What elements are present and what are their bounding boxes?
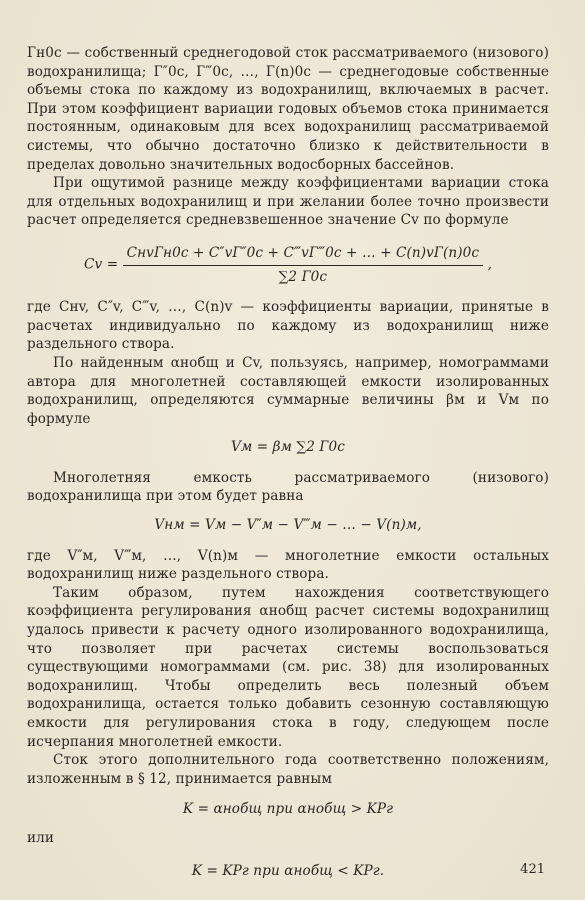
formula-cv: Cv = $\frac{\text{CнvГн0с + C″vГ″0с + C‴vГ‴0с + … + C(n)vГ(n)0с}}{\sum 2 Г0с}$ , bbox=[84, 244, 492, 285]
formula-vmn: Vнм = Vм − V″м − V‴м − … − V(n)м, bbox=[154, 517, 422, 534]
paragraph-6: где V″м, V‴м, …, V(n)м — многолетние емкости остальных водохранилищ ниже раздельного створа. bbox=[27, 547, 549, 583]
paragraph-2: При ощутимой разнице между коэффициентами вариации стока для отдельных водохранилищ и при желании более точно произвести расчет определяется средневзвешенное значение Cv по формуле bbox=[27, 175, 549, 229]
formula-cv-fraction bbox=[123, 244, 484, 286]
paragraph-7: Таким образом, путем нахождения соответствующего коэффициента регулирования αнобщ расчет системы водохранилищ удалось привести к расчету одного изолированного водохранилища, что позволяет при расчетах системы воспользоваться существующими номограммами (см. рис. 38) для изолированных водохранилищ. Чтобы определить весь полезный объем водохранилища, остается только добавить сезонную составляющую емкости для регулирования стока в году, следующем после исчерпания многолетней емкости. bbox=[27, 584, 549, 750]
page-body bbox=[27, 44, 549, 894]
formula-vm: Vм = βм ∑2 Г0с bbox=[231, 439, 345, 456]
page-number: 421 bbox=[520, 862, 545, 877]
formula-cv-denominator: ∑2 Г0с bbox=[278, 268, 328, 285]
formula-k1: K = αнобщ при αнобщ > KPг bbox=[182, 801, 394, 818]
paragraph-1: Гн0с — собственный среднегодовой сток рассматриваемого (низового) водохранилища; Г″0с, Г‴0с, …, Г(n)0с — среднегодовые собственные объемы стока по каждому из водохранилищ, включаемых в расчет. При этом коэффициент вариации годовых объемов стока принимается постоянным, одинаковым для всех водохранилищ рассматриваемой системы, что обычно достаточно близко к действительности в пределах довольно значительных водосборных бассейнов. bbox=[27, 45, 549, 173]
word-ili: или bbox=[27, 829, 55, 846]
formula-cv-lhs: Cv = bbox=[84, 256, 119, 273]
formula-k2: K = KPг при αнобщ < KPг. bbox=[191, 862, 385, 879]
paragraph-4: По найденным αнобщ и Cv, пользуясь, например, номограммами автора для многолетней составляющей емкости изолированных водохранилищ, определяются суммарные величины βм и Vм по формуле bbox=[27, 354, 549, 427]
paragraph-5: Многолетняя емкость рассматриваемого (низового) водохранилища при этом будет равна bbox=[27, 469, 549, 505]
paragraph-8: Сток этого дополнительного года соответственно положениям, изложенным в § 12, принимается равным bbox=[27, 752, 549, 787]
formula-cv-numerator: CнvГн0с + C″vГ″0с + C‴vГ‴0с + … + C(n)vГ(n)0с bbox=[123, 244, 484, 266]
paragraph-3: где Cнv, C″v, C‴v, …, C(n)v — коэффициенты вариации, принятые в расчетах индивидуально по каждому из водохранилищ ниже раздельного створа. bbox=[27, 299, 549, 353]
